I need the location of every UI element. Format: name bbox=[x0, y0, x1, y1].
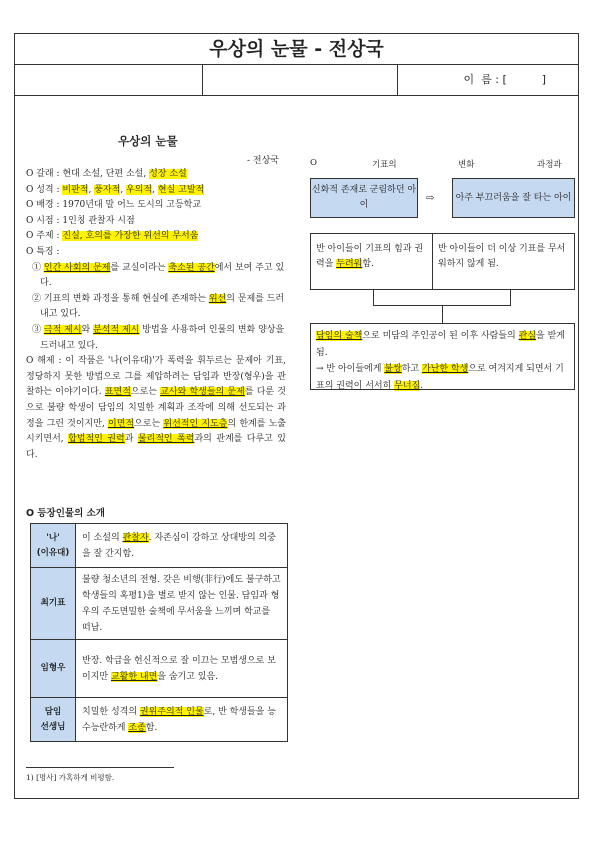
page-title: 우상의 눈물 - 전상국 bbox=[15, 34, 578, 65]
theme-line: O 주제 : 진실, 호의를 가장한 위선의 무서움 bbox=[26, 231, 199, 242]
name-field-label[interactable]: 이 름 : [ ] bbox=[463, 73, 546, 86]
flow-box-after: 아주 부끄러움을 잘 타는 아이 bbox=[452, 178, 575, 218]
characters-table bbox=[30, 523, 288, 742]
flow-detail-after: 반 아이들이 더 이상 기표를 무서워하지 않게 됨. bbox=[438, 244, 566, 269]
setting-line: O 배경 : 1970년대 말 어느 도시의 고등학교 bbox=[26, 200, 202, 211]
pov-line: O 시점 : 1인칭 관찰자 시점 bbox=[26, 215, 135, 226]
character-line: O 성격 : 비판적, 풍자적, 우의적, 현실 고발적 bbox=[26, 184, 205, 195]
table-row bbox=[31, 698, 288, 742]
table-row bbox=[31, 524, 288, 568]
author-name: - 전상국 bbox=[247, 156, 279, 166]
flow-heading-word-1: 기표의 bbox=[372, 160, 397, 170]
feature-2: ② 기표의 변화 과정을 통해 현실에 존재하는 위선의 문제를 드러내고 있다. bbox=[32, 293, 285, 320]
character-name: 임형우 bbox=[31, 640, 76, 698]
table-row bbox=[31, 568, 288, 640]
flow-heading-bullet: O bbox=[310, 158, 317, 168]
characters-section-title: O 등장인물의 소개 bbox=[26, 508, 105, 519]
flow-box-before: 신화적 존재로 군림하던 아이 bbox=[310, 178, 418, 218]
story-title: 우상의 눈물 bbox=[118, 134, 178, 148]
explanation: O 해제 : 이 작품은 '나(이유대)'가 폭력을 휘두르는 문제아 기표, 정당하지 못한 방법으로 그를 제압하려는 담임과 반장(형우)을 관찰하는 이야기이다. 표면적으로는 교사와 학생들의 문제를 다룬 것으로 불량 학생이 담임의 치밀한 계획과 조작에 의해 선도되는 과정을 그린 것이지만, 이면적으로는 위선적인 지도층의 한계를 노출시키면서, 합법적인 권력과 물리적인 폭력과의 관계를 다루고 있다. bbox=[26, 356, 286, 460]
footnote: 1) [명사] 가혹하게 비평함. bbox=[26, 773, 115, 782]
flow-heading-word-2: 변화 bbox=[458, 160, 475, 170]
table-row bbox=[31, 640, 288, 698]
feature-1: ① 인간 사회의 문제를 교실이라는 축소된 공간에서 보여 주고 있다. bbox=[32, 262, 285, 289]
character-description: 치밀한 성격의 권위주의적 인물로, 반 학생들을 능수능란하게 조종함. bbox=[76, 698, 288, 742]
right-arrow-icon: ⇨ bbox=[426, 193, 435, 204]
character-name: 최기표 bbox=[31, 568, 76, 640]
flow-connector bbox=[373, 290, 511, 306]
character-description: 이 소설의 관찰자. 자존심이 강하고 상대방의 의중을 잘 간지함. bbox=[76, 524, 288, 568]
feature-3: ③ 극적 제시와 분석적 제시 방법을 사용하여 인물의 변화 양상을 드러내고 있다. bbox=[32, 324, 285, 351]
header-cell-2 bbox=[203, 64, 398, 95]
flow-detail-row bbox=[310, 233, 575, 290]
character-name: '나' (이유대) bbox=[31, 524, 76, 568]
info-column bbox=[26, 167, 286, 463]
flow-connector-stem bbox=[442, 306, 443, 323]
flow-detail-before: 반 아이들이 기표의 힘과 권력을 두려워함. bbox=[311, 234, 433, 289]
genre-line: O 갈래 : 현대 소설, 단편 소설, 성장 소설 bbox=[26, 169, 187, 179]
character-description: 반장. 학급을 헌신적으로 잘 이끄는 모범생으로 보이지만 교활한 내면을 숨기고 있음. bbox=[76, 640, 288, 698]
character-description: 불량 청소년의 전형. 갖은 비행(非行)에도 불구하고 학생들의 혹평1)을 별로 받지 않는 인물. 담임과 형우의 주도면밀한 술책에 무서움을 느끼며 학교를 떠남. bbox=[76, 568, 288, 640]
footnote-divider bbox=[26, 767, 174, 768]
header-cell-1 bbox=[15, 64, 203, 95]
flow-result-box: 담임의 술책으로 미담의 주인공이 된 이후 사람들의 관심을 받게 됨. → 반 아이들에게 불쌍하고 가난한 학생으로 여겨지게 되면서 기표의 권력이 서서히 무너짐. bbox=[310, 323, 575, 390]
header-info-row bbox=[15, 64, 578, 96]
features-label: O 특징 : bbox=[26, 246, 60, 257]
character-name: 담임 선생님 bbox=[31, 698, 76, 742]
flow-heading-word-3: 과정과 bbox=[537, 160, 562, 170]
